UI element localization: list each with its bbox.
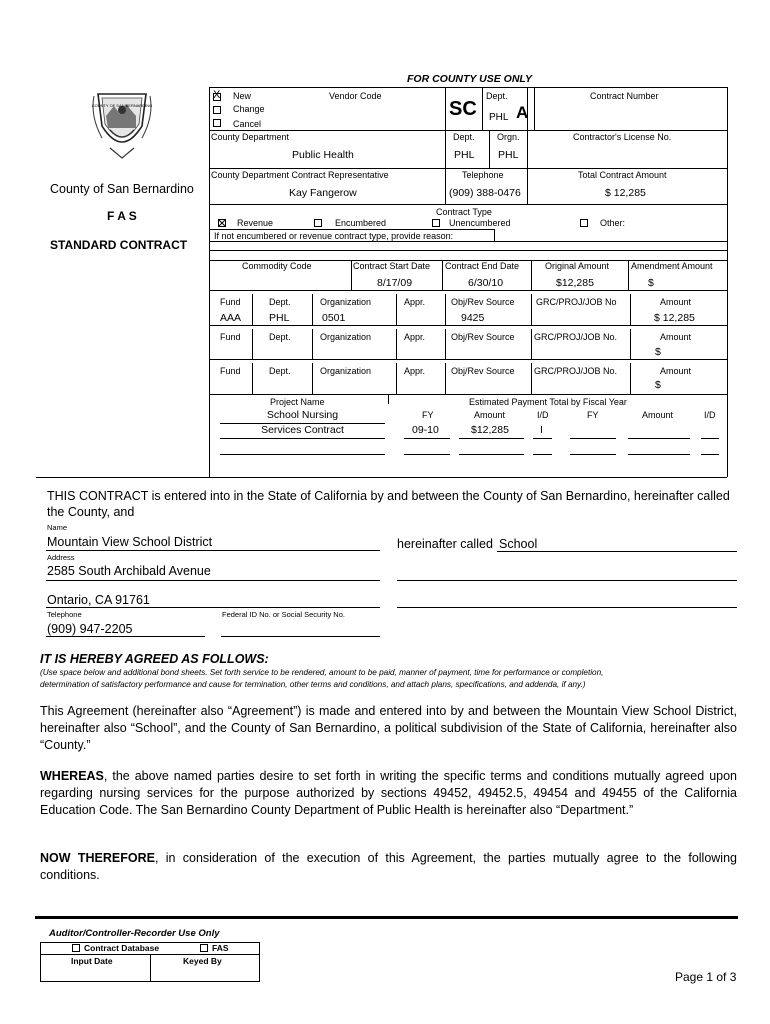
- address-line1: 2585 South Archibald Avenue: [47, 564, 211, 578]
- obj-rev-label: Obj/Rev Source: [451, 332, 515, 342]
- end-date-label: Contract End Date: [445, 261, 520, 271]
- telephone-label: Telephone: [462, 170, 504, 180]
- new-label: New: [233, 91, 252, 101]
- now-therefore-paragraph: [40, 850, 737, 884]
- fund-label: Fund: [220, 297, 241, 307]
- federal-id-label: Federal ID No. or Social Security No.: [222, 610, 345, 619]
- change-checkbox[interactable]: [213, 106, 221, 114]
- agreement-paragraph: This Agreement (hereinafter also “Agreement”) is made and entered into by and between the Mountain View School District, hereinafter also “School”, and the County of San Bernardino, a political subdivision of the State of California, hereinafter also “County.”: [40, 704, 737, 752]
- orgn-value: PHL: [498, 149, 519, 161]
- vendor-code-value: SC: [449, 98, 477, 120]
- amount-label: Amount: [660, 366, 692, 376]
- commodity-code-label: Commodity Code: [242, 261, 312, 271]
- now-therefore-text: , in consideration of the execution of this Agreement, the parties mutually agree to the following conditions.: [40, 851, 737, 882]
- input-date-label: Input Date: [71, 956, 113, 966]
- dept2-label: Dept.: [453, 132, 475, 142]
- start-date-value: 8/17/09: [377, 277, 413, 289]
- amount-value: $: [655, 346, 661, 358]
- name-value: Mountain View School District: [47, 535, 213, 549]
- estimated-payment-label: Estimated Payment Total by Fiscal Year: [469, 397, 627, 407]
- contract-database-checkbox[interactable]: [72, 944, 80, 952]
- telephone-label: Telephone: [47, 610, 82, 619]
- amount-value: $ 12,285: [654, 312, 695, 324]
- amount-value: $: [655, 379, 661, 391]
- encumbered-checkbox[interactable]: [314, 219, 322, 227]
- footer-rule: [35, 916, 738, 919]
- keyed-by-label: Keyed By: [183, 956, 222, 966]
- cancel-label: Cancel: [233, 119, 262, 129]
- end-date-value: 6/30/10: [468, 277, 504, 289]
- hereinafter-value: School: [499, 537, 538, 551]
- dept-label: Dept.: [269, 297, 291, 307]
- page-number: Page 1 of 3: [675, 970, 737, 984]
- amount-label: Amount: [474, 410, 506, 420]
- id-label: I/D: [537, 410, 549, 420]
- grc-label: GRC/PROJ/JOB No.: [534, 366, 618, 376]
- hereinafter-label: hereinafter called: [397, 537, 493, 551]
- county-seal-icon: [88, 86, 156, 162]
- fund-label: Fund: [220, 366, 241, 376]
- fy-label: FY: [587, 410, 599, 420]
- grc-label: GRC/PROJ/JOB No.: [534, 332, 618, 342]
- dept-value: PHL: [489, 112, 509, 123]
- dept-value: PHL: [269, 312, 290, 324]
- dept-label: Dept.: [269, 332, 291, 342]
- now-therefore-lead: NOW THEREFORE: [40, 851, 155, 865]
- unencumbered-checkbox[interactable]: [432, 219, 440, 227]
- total-value: $ 12,285: [605, 187, 646, 199]
- fy-value: 09-10: [412, 424, 439, 436]
- obj-rev-label: Obj/Rev Source: [451, 366, 515, 376]
- appr-label: Appr.: [404, 297, 426, 307]
- start-date-label: Contract Start Date: [353, 261, 431, 271]
- organization-label: Organization: [320, 332, 372, 342]
- original-amount-value: $12,285: [556, 277, 594, 289]
- change-label: Change: [233, 104, 265, 114]
- fas-label: F A S: [107, 209, 137, 223]
- address-label: Address: [47, 553, 75, 562]
- telephone-value: (909) 388-0476: [449, 187, 521, 199]
- unencumbered-label: Unencumbered: [449, 218, 511, 228]
- whereas-paragraph: [40, 768, 737, 819]
- organization-label: Organization: [320, 297, 372, 307]
- project-name-label: Project Name: [270, 397, 325, 407]
- organization-value: 0501: [322, 312, 346, 324]
- other-label: Other:: [600, 218, 626, 228]
- county-use-only-title: FOR COUNTY USE ONLY: [407, 73, 533, 85]
- other-checkbox[interactable]: [580, 219, 588, 227]
- fas-checkbox[interactable]: [200, 944, 208, 952]
- vendor-code-label: Vendor Code: [329, 91, 382, 101]
- fas-footer-label: FAS: [212, 943, 229, 953]
- amendment-amount-label: Amendment Amount: [631, 261, 713, 271]
- letter-a: A: [516, 103, 529, 122]
- whereas-lead: WHEREAS: [40, 769, 104, 783]
- new-mark: X: [213, 89, 221, 101]
- fund-label: Fund: [220, 332, 241, 342]
- agreed-heading: IT IS HEREBY AGREED AS FOLLOWS:: [40, 652, 269, 666]
- dept2-value: PHL: [454, 149, 475, 161]
- name-label: Name: [47, 523, 68, 532]
- project-name-line2: Services Contract: [261, 424, 344, 436]
- grc-label: GRC/PROJ/JOB No: [536, 297, 617, 307]
- amendment-amount-value: $: [648, 277, 654, 289]
- obj-rev-value: 9425: [461, 312, 485, 324]
- seal-text: COUNTY OF SAN BERNARDINO: [91, 103, 153, 108]
- dept-label: Dept.: [269, 366, 291, 376]
- instructions-line1: (Use space below and additional bond sheets. Set forth service to be rendered, amount to be paid, manner of payment, time for performance or completion,: [40, 668, 604, 677]
- instructions-line2: determination of satisfactory performance and cause for termination, other terms and conditions, and attach plans, specifications, and addenda, if any.): [40, 680, 586, 689]
- cancel-checkbox[interactable]: [213, 119, 221, 127]
- revenue-label: Revenue: [237, 218, 274, 228]
- appr-label: Appr.: [404, 332, 426, 342]
- address-line2: Ontario, CA 91761: [47, 593, 150, 607]
- reason-label: If not encumbered or revenue contract type, provide reason:: [214, 231, 454, 241]
- dept-label: Dept.: [486, 91, 508, 101]
- county-department-label: County Department: [211, 132, 290, 142]
- contract-intro: THIS CONTRACT is entered into in the State of California by and between the County of San Bernardino, hereinafter called the County, and: [47, 489, 730, 519]
- amount-label: Amount: [660, 297, 692, 307]
- amount-label: Amount: [660, 332, 692, 342]
- organization-label: Organization: [320, 366, 372, 376]
- encumbered-label: Encumbered: [335, 218, 387, 228]
- original-amount-label: Original Amount: [545, 261, 610, 271]
- license-label: Contractor's License No.: [573, 132, 672, 142]
- standard-contract-title: STANDARD CONTRACT: [50, 238, 188, 252]
- contract-number-label: Contract Number: [590, 91, 659, 101]
- whereas-text: , the above named parties desire to set forth in writing the specific terms and conditions mutually agreed upon regarding nursing services for the purpose authorized by sections 49452, 49452.5, 49454 and 49455 of the California Education Code. The San Bernardino County Department of Public Health is hereinafter also “Department.”: [40, 769, 737, 817]
- county-name: County of San Bernardino: [50, 182, 194, 196]
- rep-value: Kay Fangerow: [289, 187, 357, 199]
- total-label: Total Contract Amount: [578, 170, 667, 180]
- amount-value: $12,285: [471, 424, 509, 436]
- contract-type-label: Contract Type: [436, 207, 492, 217]
- revenue-check-mark-icon: [218, 219, 226, 227]
- county-department-value: Public Health: [292, 149, 354, 161]
- telephone-value: (909) 947-2205: [47, 622, 133, 636]
- fy-label: FY: [422, 410, 434, 420]
- project-name-line1: School Nursing: [266, 409, 339, 421]
- amount-label: Amount: [642, 410, 674, 420]
- obj-rev-label: Obj/Rev Source: [451, 297, 515, 307]
- id-value: I: [540, 424, 543, 436]
- fund-value: AAA: [220, 312, 242, 324]
- appr-label: Appr.: [404, 366, 426, 376]
- id-label: I/D: [704, 410, 716, 420]
- rep-label: County Department Contract Representative: [211, 170, 389, 180]
- auditor-title: Auditor/Controller-Recorder Use Only: [49, 928, 220, 939]
- contract-database-label: Contract Database: [84, 943, 160, 953]
- orgn-label: Orgn.: [497, 132, 520, 142]
